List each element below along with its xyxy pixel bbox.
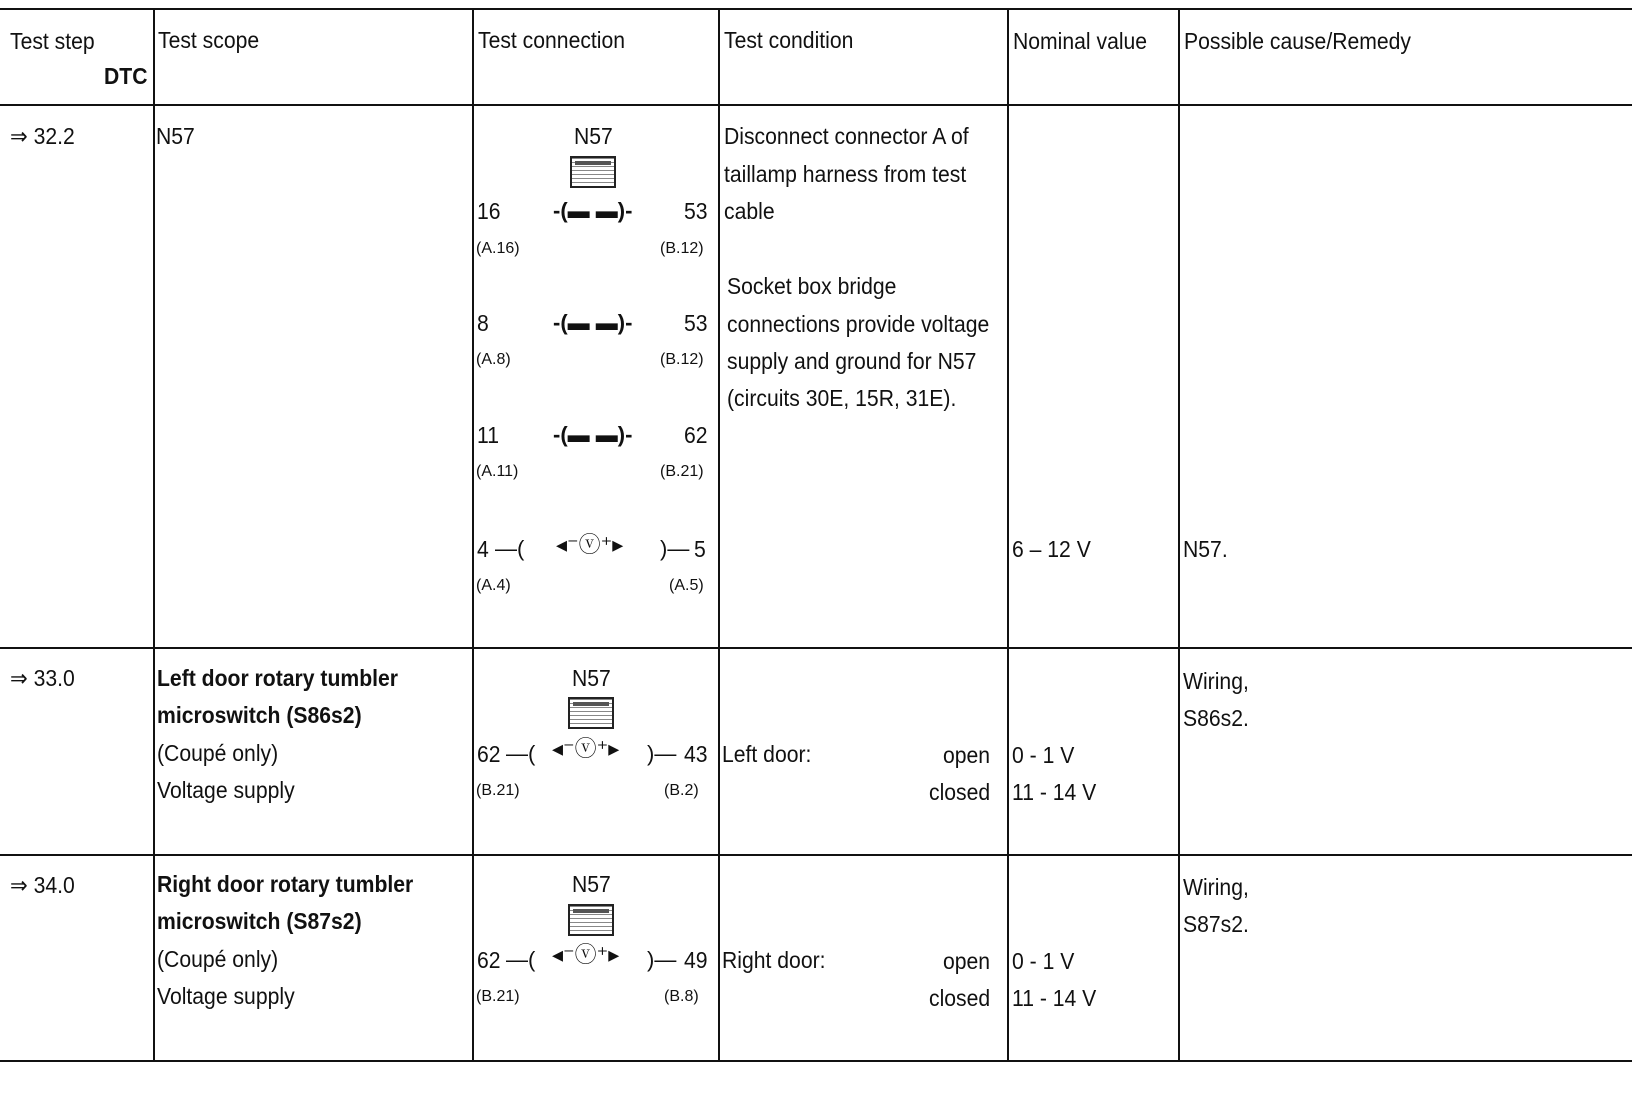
pin-left: 4 xyxy=(477,536,489,562)
pin-right: 5 xyxy=(694,536,706,562)
pin-right: 53 xyxy=(684,310,708,336)
voltmeter-icon: ◂⁻ⓥ⁺▸ xyxy=(552,942,620,967)
nominal-value: 6 – 12 V xyxy=(1012,536,1091,562)
test-condition-line: cable xyxy=(724,198,775,224)
pin-right: 43 xyxy=(684,741,708,767)
connector-icon xyxy=(568,697,614,729)
probe-left-icon: —( xyxy=(495,536,525,561)
voltmeter-icon: ◂⁻ⓥ⁺▸ xyxy=(556,532,624,557)
header-test-condition: Test condition xyxy=(724,27,854,53)
test-note-line: supply and ground for N57 xyxy=(727,348,977,374)
test-scope-line: Voltage supply xyxy=(157,983,295,1009)
probe-right-icon: )— xyxy=(647,947,677,972)
test-scope-line: (Coupé only) xyxy=(157,740,279,766)
column-divider xyxy=(1007,8,1009,1062)
voltmeter-icon: ◂⁻ⓥ⁺▸ xyxy=(552,736,620,761)
pin-right: 62 xyxy=(684,422,708,448)
pin-left: 62 xyxy=(477,947,501,973)
pin-left-socket: (A.4) xyxy=(476,577,511,594)
test-scope-line: Voltage supply xyxy=(157,777,295,803)
connector-icon xyxy=(570,156,616,188)
pin-right-socket: (B.12) xyxy=(660,240,704,257)
test-scope-title: microswitch (S86s2) xyxy=(157,702,362,728)
test-condition-line: Disconnect connector A of xyxy=(724,123,969,149)
test-scope-title: microswitch (S87s2) xyxy=(157,908,362,934)
connector-label: N57 xyxy=(574,123,613,149)
pin-right-socket: (B.21) xyxy=(660,463,704,480)
table-bottom-border xyxy=(0,1060,1632,1062)
test-step-number: ⇒ 33.0 xyxy=(10,665,75,691)
test-step-number: ⇒ 34.0 xyxy=(10,872,75,898)
test-scope-title: Left door rotary tumbler xyxy=(157,665,399,691)
column-divider xyxy=(153,8,155,1062)
pin-left: 62 xyxy=(477,741,501,767)
header-test-scope: Test scope xyxy=(158,27,260,53)
table-top-border xyxy=(0,8,1632,10)
pin-left-socket: (A.16) xyxy=(476,240,520,257)
pin-right-socket: (A.5) xyxy=(669,577,704,594)
connector-icon xyxy=(568,904,614,936)
test-condition-line: taillamp harness from test xyxy=(724,161,967,187)
pin-left-socket: (A.8) xyxy=(476,351,511,368)
nominal-value-open: 0 - 1 V xyxy=(1012,742,1075,768)
test-scope-title: Right door rotary tumbler xyxy=(157,871,414,897)
pin-left-socket: (B.21) xyxy=(476,782,520,799)
test-note-line: Socket box bridge xyxy=(727,273,897,299)
test-scope-line: (Coupé only) xyxy=(157,946,279,972)
pin-left: 8 xyxy=(477,310,489,336)
bridge-icon: -(▬ ▬)- xyxy=(553,422,633,447)
column-divider xyxy=(718,8,720,1062)
state-closed: closed xyxy=(929,779,991,805)
connector-label: N57 xyxy=(572,665,611,691)
pin-right-socket: (B.12) xyxy=(660,351,704,368)
pin-right: 49 xyxy=(684,947,708,973)
probe-left-icon: —( xyxy=(506,947,536,972)
possible-cause: S86s2. xyxy=(1183,705,1249,731)
pin-left: 16 xyxy=(477,198,501,224)
nominal-value-closed: 11 - 14 V xyxy=(1012,985,1097,1011)
pin-left: 11 xyxy=(477,422,499,448)
pin-left-socket: (A.11) xyxy=(476,463,519,480)
possible-cause: Wiring, xyxy=(1183,874,1249,900)
probe-left-icon: —( xyxy=(506,741,536,766)
nominal-value-open: 0 - 1 V xyxy=(1012,948,1075,974)
header-dtc: DTC xyxy=(104,63,148,89)
probe-right-icon: )— xyxy=(660,536,690,561)
probe-right-icon: )— xyxy=(647,741,677,766)
header-possible-cause: Possible cause/Remedy xyxy=(1184,28,1411,54)
nominal-value-closed: 11 - 14 V xyxy=(1012,779,1097,805)
connector-label: N57 xyxy=(572,871,611,897)
pin-right-socket: (B.2) xyxy=(664,782,699,799)
state-open: open xyxy=(943,742,991,768)
test-condition: Left door: xyxy=(722,741,812,767)
test-condition: Right door: xyxy=(722,947,826,973)
row-divider xyxy=(0,647,1632,649)
possible-cause: N57. xyxy=(1183,536,1228,562)
header-test-connection: Test connection xyxy=(478,27,626,53)
state-open: open xyxy=(943,948,991,974)
header-bottom-border xyxy=(0,104,1632,106)
header-nominal-value: Nominal value xyxy=(1013,28,1148,54)
test-note-line: connections provide voltage xyxy=(727,311,990,337)
pin-right: 53 xyxy=(684,198,708,224)
possible-cause: Wiring, xyxy=(1183,668,1249,694)
bridge-icon: -(▬ ▬)- xyxy=(553,310,633,335)
state-closed: closed xyxy=(929,985,991,1011)
header-test-step: Test step xyxy=(10,28,95,54)
column-divider xyxy=(1178,8,1180,1062)
bridge-icon: -(▬ ▬)- xyxy=(553,198,633,223)
pin-right-socket: (B.8) xyxy=(664,988,699,1005)
test-note-line: (circuits 30E, 15R, 31E). xyxy=(727,385,957,411)
possible-cause: S87s2. xyxy=(1183,911,1249,937)
test-scope: N57 xyxy=(156,123,195,149)
test-step-number: ⇒ 32.2 xyxy=(10,123,75,149)
pin-left-socket: (B.21) xyxy=(476,988,520,1005)
row-divider xyxy=(0,854,1632,856)
column-divider xyxy=(472,8,474,1062)
